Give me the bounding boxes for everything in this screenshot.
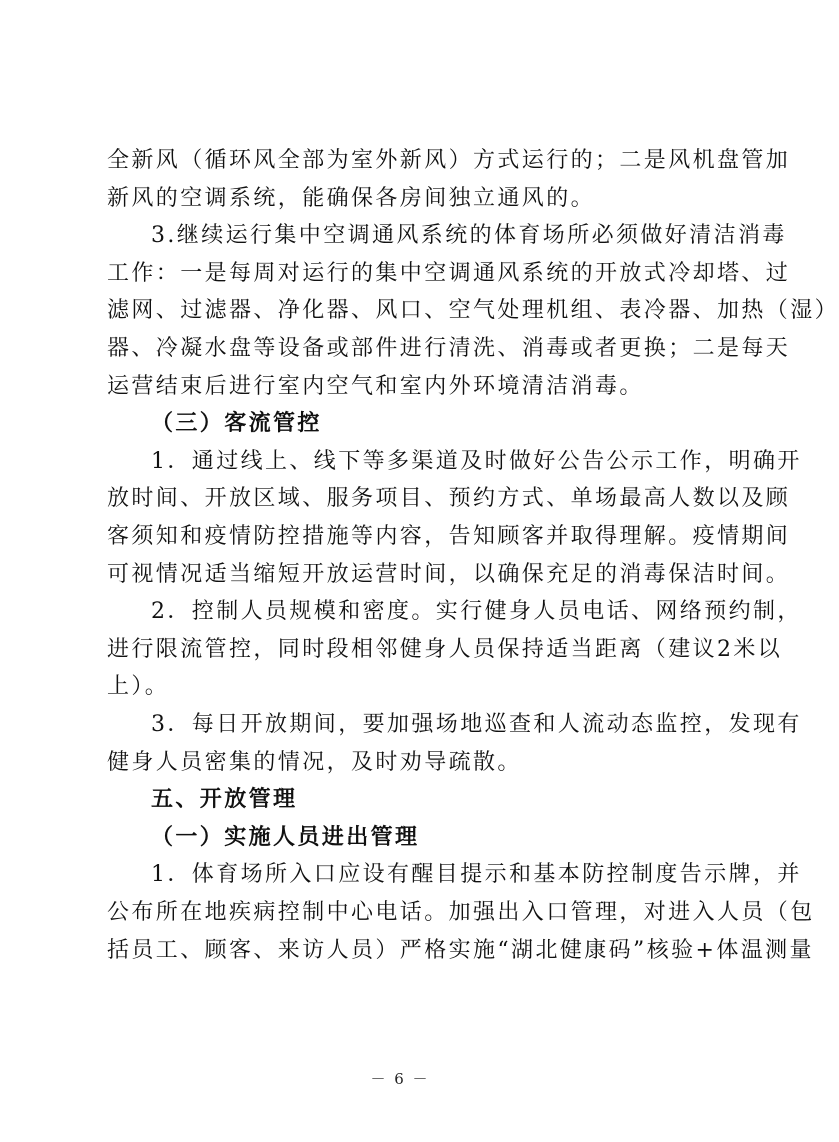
page-number: － 6 － (370, 1070, 430, 1088)
paragraph-line: 进行限流管控，同时段相邻健身人员保持适当距离（建议2米以 (107, 636, 783, 662)
paragraph-line: 工作：一是每周对运行的集中空调通风系统的开放式冷却塔、过 (107, 260, 791, 286)
paragraph-line: 3.继续运行集中空调通风系统的体育场所必须做好清洁消毒 (151, 223, 787, 249)
paragraph-line: 放时间、开放区域、服务项目、预约方式、单场最高人数以及顾 (107, 486, 791, 512)
paragraph-line: 运营结束后进行室内空气和室内外环境清洁消毒。 (107, 373, 644, 399)
paragraph-line: 健身人员密集的情况，及时劝导疏散。 (107, 749, 522, 775)
paragraph-line: 器、冷凝水盘等设备或部件进行清洗、消毒或者更换；二是每天 (107, 336, 791, 361)
section-heading: （一）实施人员进出管理 (151, 824, 420, 850)
section-heading: （三）客流管控 (151, 411, 322, 437)
paragraph-line: 全新风（循环风全部为室外新风）方式运行的；二是风机盘管加 (107, 148, 791, 173)
paragraph-line: 客须知和疫情防控措施等内容，告知顾客并取得理解。疫情期间 (107, 524, 791, 549)
paragraph-line: 3．每日开放期间，要加强场地巡查和人流动态监控，发现有 (151, 712, 802, 737)
paragraph-line: 上）。 (107, 674, 170, 700)
paragraph-line: 1．通过线上、线下等多渠道及时做好公告公示工作，明确开 (151, 448, 802, 474)
paragraph-line: 1．体育场所入口应设有醒目提示和基本防控制度告示牌，并 (151, 862, 802, 888)
paragraph-line: 新风的空调系统，能确保各房间独立通风的。 (107, 185, 596, 211)
paragraph-line: 括员工、顾客、来访人员）严格实施“湖北健康码”核验+体温测量 (107, 937, 814, 963)
paragraph-line: 公布所在地疾病控制中心电话。加强出入口管理，对进入人员（包 (107, 900, 815, 925)
paragraph-line: 滤网、过滤器、净化器、风口、空气处理机组、表冷器、加热（湿） (107, 298, 839, 324)
paragraph-line: 可视情况适当缩短开放运营时间，以确保充足的消毒保洁时间。 (107, 561, 791, 587)
chapter-heading: 五、开放管理 (151, 787, 298, 813)
paragraph-line: 2．控制人员规模和密度。实行健身人员电话、网络预约制， (151, 599, 802, 625)
